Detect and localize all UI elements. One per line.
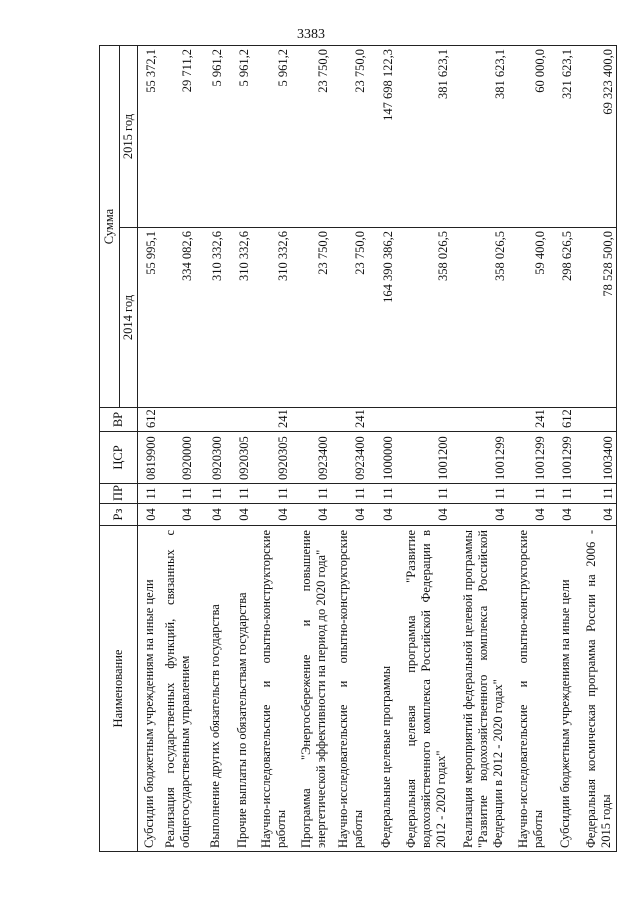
row-sum-2014: 164 390 386,2 <box>368 228 396 408</box>
row-rz: 04 <box>195 504 225 526</box>
budget-table <box>99 45 617 852</box>
row-rz: 04 <box>396 504 451 526</box>
row-csr: 0920305 <box>252 432 291 484</box>
header-year-2014: 2014 год <box>120 228 138 408</box>
row-name: Научно-исследовательские и опытно-конструкторские работы <box>508 526 548 852</box>
row-sum-2015: 5 961,2 <box>225 46 252 228</box>
row-sum-2015: 55 372,1 <box>138 46 159 228</box>
row-pr: 11 <box>252 484 291 504</box>
row-sum-2015: 5 961,2 <box>252 46 291 228</box>
row-name: Научно-исследовательские и опытно-конструкторские работы <box>331 526 368 852</box>
row-csr: 0920305 <box>225 432 252 484</box>
row-vr <box>575 408 617 432</box>
row-csr: 0819900 <box>138 432 159 484</box>
row-rz: 04 <box>331 504 368 526</box>
row-csr: 1000000 <box>368 432 396 484</box>
row-sum-2014: 298 626,5 <box>548 228 575 408</box>
row-name: Субсидии бюджетным учреждениям на иные цели <box>548 526 575 852</box>
row-sum-2015: 381 623,1 <box>396 46 451 228</box>
row-vr <box>396 408 451 432</box>
row-sum-2014: 310 332,6 <box>225 228 252 408</box>
row-name: Программа "Энергосбережение и повышение энергетической эффективности на период до 2020 года" <box>291 526 331 852</box>
row-sum-2014: 78 528 500,0 <box>575 228 617 408</box>
row-name: Выполнение других обязательств государства <box>195 526 225 852</box>
table-row <box>138 46 159 852</box>
row-pr: 11 <box>548 484 575 504</box>
row-rz: 04 <box>451 504 508 526</box>
table-row <box>195 46 225 852</box>
table-row <box>159 46 195 852</box>
row-sum-2014: 310 332,6 <box>252 228 291 408</box>
row-vr <box>195 408 225 432</box>
row-csr: 0920300 <box>195 432 225 484</box>
row-pr: 11 <box>451 484 508 504</box>
row-pr: 11 <box>396 484 451 504</box>
row-name: Научно-исследовательские и опытно-конструкторские работы <box>252 526 291 852</box>
header-rz: Рз <box>100 504 138 526</box>
row-rz: 04 <box>291 504 331 526</box>
row-vr: 612 <box>548 408 575 432</box>
row-sum-2015: 5 961,2 <box>195 46 225 228</box>
row-name: Реализация государственных функций, связанных с общегосударственным управлением <box>159 526 195 852</box>
row-csr: 1003400 <box>575 432 617 484</box>
row-sum-2015: 321 623,1 <box>548 46 575 228</box>
header-name: Наименование <box>100 526 138 852</box>
table-row <box>508 46 548 852</box>
row-csr: 1001299 <box>451 432 508 484</box>
row-sum-2014: 334 082,6 <box>159 228 195 408</box>
table-row <box>368 46 396 852</box>
row-sum-2014: 358 026,5 <box>396 228 451 408</box>
row-vr <box>159 408 195 432</box>
row-name: Федеральная космическая программа России на 2006 - 2015 годы <box>575 526 617 852</box>
row-sum-2014: 55 995,1 <box>138 228 159 408</box>
row-sum-2014: 23 750,0 <box>331 228 368 408</box>
row-sum-2014: 358 026,5 <box>451 228 508 408</box>
row-rz: 04 <box>508 504 548 526</box>
row-csr: 0923400 <box>331 432 368 484</box>
row-sum-2014: 59 400,0 <box>508 228 548 408</box>
row-vr <box>451 408 508 432</box>
row-csr: 1001299 <box>548 432 575 484</box>
table-row <box>331 46 368 852</box>
row-sum-2014: 310 332,6 <box>195 228 225 408</box>
row-csr: 0923400 <box>291 432 331 484</box>
row-rz: 04 <box>368 504 396 526</box>
header-year-2015: 2015 год <box>120 46 138 228</box>
row-csr: 1001200 <box>396 432 451 484</box>
row-name: Субсидии бюджетным учреждениям на иные цели <box>138 526 159 852</box>
row-sum-2014: 23 750,0 <box>291 228 331 408</box>
row-rz: 04 <box>252 504 291 526</box>
header-vr: ВР <box>100 408 138 432</box>
row-sum-2015: 60 000,0 <box>508 46 548 228</box>
header-pr: ПР <box>100 484 138 504</box>
row-sum-2015: 23 750,0 <box>331 46 368 228</box>
row-name: Федеральные целевые программы <box>368 526 396 852</box>
row-sum-2015: 29 711,2 <box>159 46 195 228</box>
row-pr: 11 <box>368 484 396 504</box>
row-sum-2015: 147 698 122,3 <box>368 46 396 228</box>
header-csr: ЦСР <box>100 432 138 484</box>
row-vr: 241 <box>508 408 548 432</box>
row-rz: 04 <box>225 504 252 526</box>
row-vr <box>291 408 331 432</box>
row-pr: 11 <box>138 484 159 504</box>
row-vr <box>368 408 396 432</box>
table-row <box>451 46 508 852</box>
row-pr: 11 <box>159 484 195 504</box>
row-vr <box>225 408 252 432</box>
row-pr: 11 <box>331 484 368 504</box>
page-number: 3383 <box>297 27 325 42</box>
row-csr: 0920000 <box>159 432 195 484</box>
table-row <box>291 46 331 852</box>
row-vr: 612 <box>138 408 159 432</box>
row-pr: 11 <box>195 484 225 504</box>
row-name: Прочие выплаты по обязательствам государства <box>225 526 252 852</box>
row-pr: 11 <box>291 484 331 504</box>
table-row <box>575 46 617 852</box>
header-sum: Сумма <box>100 46 120 408</box>
row-sum-2015: 69 323 400,0 <box>575 46 617 228</box>
row-rz: 04 <box>138 504 159 526</box>
table-row <box>548 46 575 852</box>
table-row <box>396 46 451 852</box>
row-rz: 04 <box>575 504 617 526</box>
row-rz: 04 <box>159 504 195 526</box>
row-rz: 04 <box>548 504 575 526</box>
row-csr: 1001299 <box>508 432 548 484</box>
row-sum-2015: 23 750,0 <box>291 46 331 228</box>
row-vr: 241 <box>331 408 368 432</box>
row-name: Федеральная целевая программа "Развитие водохозяйственного комплекса Российской Федерации в 2012 - 2020 годах" <box>396 526 451 852</box>
row-sum-2015: 381 623,1 <box>451 46 508 228</box>
row-pr: 11 <box>225 484 252 504</box>
budget-table-rotated <box>99 46 615 852</box>
row-pr: 11 <box>575 484 617 504</box>
row-name: Реализация мероприятий федеральной целевой программы "Развитие водохозяйственного комплекса Российской Федерации в 2012 - 2020 годах" <box>451 526 508 852</box>
row-pr: 11 <box>508 484 548 504</box>
table-row <box>225 46 252 852</box>
table-row <box>252 46 291 852</box>
row-vr: 241 <box>252 408 291 432</box>
